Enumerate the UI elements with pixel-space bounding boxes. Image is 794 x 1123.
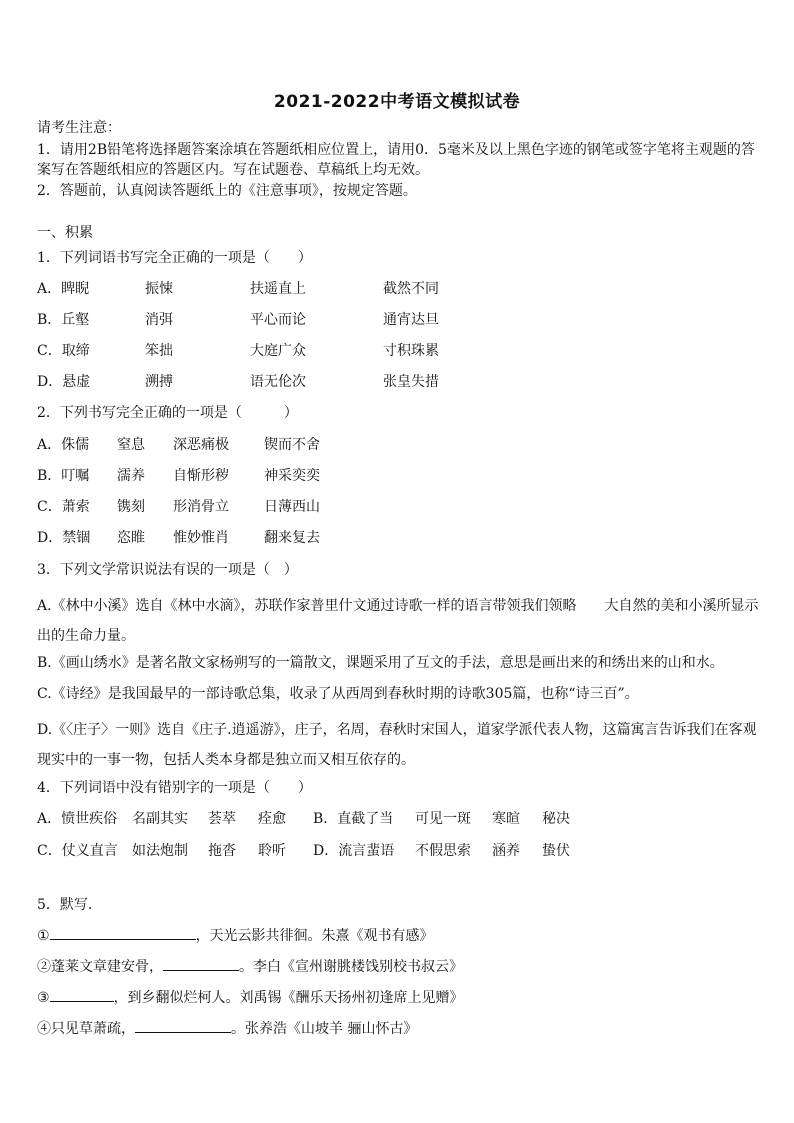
- dictation-text: 。李白《宣州谢朓楼饯别校书叔云》: [239, 959, 463, 975]
- option-word: 涵养: [492, 843, 520, 859]
- option-word: 语无伦次: [250, 374, 306, 390]
- option-word: 振悚: [145, 281, 173, 297]
- dictation-text: ，天光云影共徘徊。朱熹《观书有感》: [195, 928, 434, 944]
- option-word: C．萧索: [37, 499, 90, 515]
- question-4-stem: 4．下列词语中没有错别字的一项是（ ）: [37, 780, 312, 796]
- option-word: 蛰伏: [542, 843, 570, 859]
- dictation-prefix: ②蓬莱文章建安骨，: [37, 959, 163, 975]
- option-word: C．仗义直言: [37, 843, 118, 859]
- option-word: 锲而不舍: [264, 437, 320, 453]
- question-3-option-c: C.《诗经》是我国最早的一部诗歌总集，收录了从西周到春秋时期的诗歌305篇，也称“诗三百”。: [37, 686, 639, 702]
- dictation-line-2: [37, 956, 463, 977]
- option-word: C．取缔: [37, 343, 90, 359]
- question-3-option-d: D.《〈庄子〉一则》选自《庄子.逍遥游》，庄子，名周，春秋时宋国人，道家学派代表人物，这篇寓言告诉我们在客观现实中的一事一物，包括人类本身都是独立而又相互依存的。: [37, 722, 757, 768]
- option-word: 溯搏: [145, 374, 173, 390]
- option-word: 大庭广众: [250, 343, 306, 359]
- dictation-prefix: ③: [37, 990, 50, 1006]
- option-word: D．禁锢: [37, 530, 91, 546]
- dictation-line-1: [37, 925, 434, 946]
- option-word: 消弭: [145, 312, 173, 328]
- option-word: D．悬虚: [37, 374, 91, 390]
- option-word: 镌刻: [117, 499, 145, 515]
- dictation-prefix: ④只见草萧疏，: [37, 1021, 135, 1037]
- question-2-stem: 2．下列书写完全正确的一项是（ ）: [37, 405, 298, 421]
- option-word: A．侏儒: [37, 437, 90, 453]
- option-word: 聆听: [258, 843, 286, 859]
- answer-blank[interactable]: [50, 925, 196, 940]
- option-word: A．睥睨: [37, 281, 90, 297]
- page-title: 2021-2022中考语文模拟试卷: [273, 92, 521, 112]
- option-word: 可见一斑: [415, 811, 471, 827]
- notice-item-2: 2．答题前，认真阅读答题纸上的《注意事项》，按规定答题。: [37, 183, 417, 199]
- option-word: 截然不同: [383, 281, 439, 297]
- question-3-stem: 3．下列文学常识说法有误的一项是（ ）: [37, 562, 298, 578]
- dictation-prefix: ①: [37, 928, 50, 944]
- option-word: 不假思索: [415, 843, 471, 859]
- option-word: 痊愈: [258, 811, 286, 827]
- option-word: A．愤世疾俗: [37, 811, 118, 827]
- answer-blank[interactable]: [135, 1018, 231, 1033]
- option-word: 如法炮制: [132, 843, 188, 859]
- option-word: 形消骨立: [173, 499, 229, 515]
- option-word: 平心而论: [250, 312, 306, 328]
- question-1-stem: 1．下列词语书写完全正确的一项是（ ）: [37, 250, 312, 266]
- answer-blank[interactable]: [163, 956, 239, 971]
- notice-item-1: 1．请用2B铅笔将选择题答案涂填在答题纸相应位置上，请用0．5毫米及以上黑色字迹的钢笔或签字笔将主观题的答案写在答题纸相应的答题区内。写在试题卷、草稿纸上均无效。: [37, 142, 755, 178]
- option-word: 张皇失措: [383, 374, 439, 390]
- dictation-text: 。张养浩《山坡羊 骊山怀古》: [231, 1021, 418, 1037]
- option-word: 通宵达旦: [383, 312, 439, 328]
- option-word: 荟萃: [208, 811, 236, 827]
- section-heading-accumulation: 一、积累: [37, 225, 93, 241]
- dictation-line-3: [37, 987, 464, 1008]
- option-word: 秘决: [542, 811, 570, 827]
- notice-heading: 请考生注意：: [37, 120, 121, 136]
- option-word: 自惭形秽: [173, 468, 229, 484]
- option-word: B．直截了当: [313, 811, 394, 827]
- option-word: 恣睢: [117, 530, 145, 546]
- option-word: 寸积珠累: [383, 343, 439, 359]
- option-word: B．叮嘱: [37, 468, 90, 484]
- option-word: 窒息: [117, 437, 145, 453]
- answer-blank[interactable]: [50, 987, 114, 1002]
- option-word: 笨拙: [145, 343, 173, 359]
- option-word: B．丘壑: [37, 312, 90, 328]
- option-word: 濡养: [117, 468, 145, 484]
- dictation-text: ，到乡翻似烂柯人。刘禹锡《酬乐天扬州初逢席上见赠》: [113, 990, 464, 1006]
- option-word: 深恶痛极: [173, 437, 229, 453]
- question-3-option-b: B.《画山绣水》是著名散文家杨朔写的一篇散文，课题采用了互文的手法，意思是画出来的和绣出来的山和水。: [37, 655, 724, 671]
- question-5-stem: 5．默写.: [37, 897, 93, 913]
- option-word: 名副其实: [132, 811, 188, 827]
- option-word: 日薄西山: [264, 499, 320, 515]
- option-word: 寒暄: [492, 811, 520, 827]
- option-word: 拖沓: [208, 843, 236, 859]
- option-word: 翻来复去: [264, 530, 320, 546]
- dictation-line-4: [37, 1018, 417, 1039]
- option-word: 神采奕奕: [264, 468, 320, 484]
- option-word: D．流言蜚语: [313, 843, 395, 859]
- option-word: 惟妙惟肖: [173, 530, 229, 546]
- option-word: 扶遥直上: [250, 281, 306, 297]
- question-3-option-a: A.《林中小溪》选自《林中水滴》，苏联作家普里什文通过诗歌一样的语言带领我们领略 大自然的美和小溪所显示出的生命力量。: [37, 598, 759, 644]
